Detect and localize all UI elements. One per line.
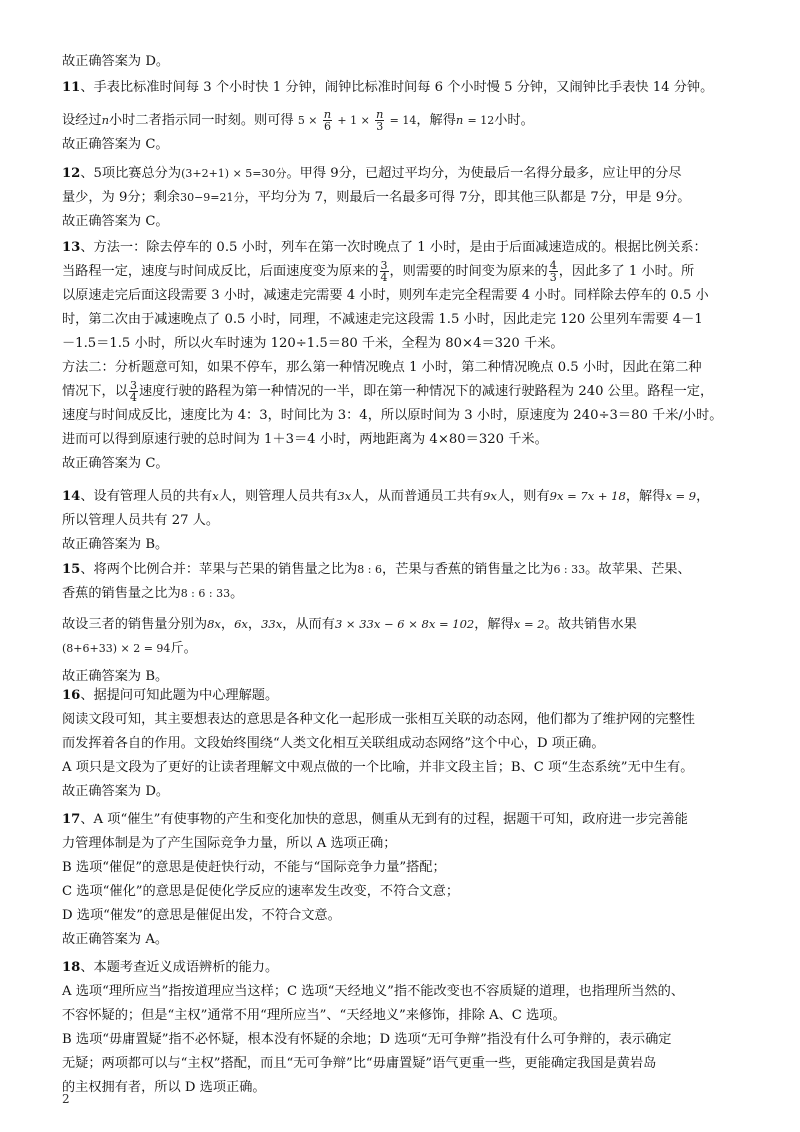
q14-text: 人，从而普通员工共有: [351, 489, 484, 504]
q13-text: ，则需要的时间变为原来的: [389, 264, 548, 279]
q15-block: [62, 558, 742, 689]
q15-math: (8+6+33) × 2 = 94: [62, 642, 171, 655]
q13-number: 13: [62, 240, 81, 255]
answer-line: 故正确答案为 D。: [62, 54, 170, 69]
q12-text: 量少，为 9分；剩余: [62, 190, 181, 205]
q14-math: 9x = 7x + 18: [549, 489, 626, 503]
q17-answer: 故正确答案为 A。: [62, 932, 169, 947]
q16-text: 据提问可知此题为中心理解题。: [93, 688, 279, 703]
q15-sep: 、: [80, 562, 94, 577]
q15-math: x = 2: [513, 617, 545, 631]
q18-text: 本题考查近义成语辨析的能力。: [93, 960, 279, 975]
q13-text: 当路程一定，速度与时间成反比，后面速度变为原来的: [62, 264, 379, 279]
q13-sep: 、: [80, 240, 94, 255]
q11-text: 小时。: [494, 113, 534, 128]
q12-sep: 、: [80, 166, 94, 181]
q17-line-4: C 选项“催化”的意思是促使化学反应的速率发生改变，不符合文意；: [62, 884, 460, 899]
q18-line-4: B 选项“毋庸置疑”指不必怀疑，根本没有怀疑的余地；D 选项“无可争辩”指没有什么可争辩的，表示确定: [62, 1032, 672, 1047]
q13-frac-num: 3: [380, 259, 388, 272]
q16-block: [62, 684, 742, 804]
q13-answer: 故正确答案为 C。: [62, 456, 169, 471]
q12-number: 12: [62, 166, 81, 181]
q15-math: 8 : 6: [357, 563, 382, 576]
q13-line-5: －1.5＝1.5 小时，所以火车时速为 120÷1.5＝80 千米，全程为 80×4＝320 千米。: [62, 336, 564, 351]
q15-text: 斤。: [170, 641, 197, 656]
q11-line-2: [62, 108, 742, 133]
q18-number: 18: [62, 960, 81, 975]
q16-line-3: 而发挥着各自的作用。文段始终围绕“人类文化相互关联组成动态网络”这个中心，D 项正确。: [62, 736, 605, 751]
q11-frac-num: n: [376, 107, 384, 121]
q13-block: [62, 236, 742, 476]
q18-sep: 、: [80, 960, 94, 975]
q18-block: [62, 956, 742, 1100]
q12-line-1: [62, 162, 742, 186]
q15-text: 香蕉的销售量之比为: [62, 586, 181, 601]
q15-line-3: [62, 612, 742, 637]
q14-line-2: 所以管理人员共有 27 人。: [62, 513, 220, 528]
q14-text: ，解得: [625, 489, 666, 504]
q15-math: 6 : 33: [553, 563, 586, 576]
q11-text: 手表比标准时间每 3 个小时快 1 分钟，闹钟比标准时间每 6 个小时慢 5 分钟，又闹钟比手表快 14 分钟。: [93, 80, 714, 95]
q15-text: ，: [220, 617, 235, 632]
q11-math: = 14: [389, 114, 417, 127]
q14-block: [62, 484, 742, 557]
q16-line-1: [62, 684, 742, 708]
q13-line-8: 速度与时间成反比，速度比为 4：3，时间比为 3：4，所以原时间为 3 小时，原速度为 240÷3＝80 千米/小时。: [62, 408, 723, 423]
q13-line-2: [62, 260, 742, 284]
q13-frac-den: 4: [129, 391, 137, 404]
q13-line-1: [62, 236, 742, 260]
answer-block-prev: [62, 50, 742, 74]
q13-line-3: 以原速走完后面这段需要 3 小时，减速走完需要 4 小时，则列车走完全程需要 4 小时。同样除去停车的 0.5 小: [62, 288, 709, 303]
q17-block: [62, 808, 742, 952]
q15-line-2: [62, 582, 742, 606]
q15-math: 3 × 33x − 6 × 8x = 102: [334, 617, 475, 631]
q11-math: n: [455, 113, 464, 127]
q11-text: ，解得: [416, 113, 456, 128]
q11-block: [62, 76, 742, 157]
q15-answer: 故正确答案为 B。: [62, 669, 169, 684]
q17-line-2: 力管理体制是为了产生国际竞争力量，所以 A 选项正确；: [62, 836, 397, 851]
q13-text: 速度行驶的路程为第一种情况的一半，即在第一种情况下的减速行驶路程为 240 公里。路程一定，: [138, 384, 714, 399]
q16-answer: 故正确答案为 D。: [62, 784, 170, 799]
q18-line-5: 无疑；两项都可以与“主权”搭配，而且“无可争辩”比“毋庸置疑”语气更重一些，更能确定我国是黄岩岛: [62, 1056, 657, 1071]
q15-text: 。: [230, 586, 244, 601]
q14-text: 人，则有: [496, 489, 550, 504]
q11-number: 11: [62, 80, 81, 95]
q13-line-6: 方法二：分析题意可知，如果不停车，那么第一种情况晚点 1 小时，第二种情况晚点 0.5 小时，因此在第二种: [62, 360, 702, 375]
q14-math: 3x: [337, 489, 352, 503]
q13-line-7: [62, 380, 742, 404]
q11-sep: 、: [80, 80, 94, 95]
q14-text: 人，则管理人员共有: [218, 489, 338, 504]
q17-number: 17: [62, 812, 81, 827]
q15-line-1: [62, 558, 742, 582]
q16-sep: 、: [80, 688, 94, 703]
q15-text: 将两个比例合并：苹果与芒果的销售量之比为: [93, 562, 358, 577]
q13-text: 方法一：除去停车的 0.5 小时，列车在第一次时晚点了 1 小时，是由于后面减速造成的。根据比例关系：: [93, 240, 707, 255]
q12-math: 30−9=21分: [180, 191, 245, 204]
q11-frac-den: 3: [376, 120, 384, 133]
q15-number: 15: [62, 562, 81, 577]
q13-frac-num: 4: [549, 259, 557, 272]
q11-line-1: [62, 76, 742, 100]
q13-line-4: 时，第二次由于减速晚点了 0.5 小时，同理，不减速走完这段需 1.5 小时，因此走完 120 公里列车需要 4－1: [62, 312, 703, 327]
q15-math: 8x: [207, 617, 221, 631]
q12-text: ，平均分为 7，则最后一名最多可得 7分，即其他三队都是 7分，甲是 9分。: [244, 190, 691, 205]
q12-math: (3+2+1) × 5=30分: [181, 167, 287, 180]
q15-math: 8 : 6 : 33: [180, 587, 231, 600]
q13-frac-2: [549, 260, 558, 283]
q14-answer: 故正确答案为 B。: [62, 537, 169, 552]
q17-line-5: D 选项“催发”的意思是催促出发，不符合文意。: [62, 908, 341, 923]
q18-line-3: 不容怀疑的；但是“主权”通常不用“理所应当”、“天经地义”来修饰，排除 A、C 选项。: [62, 1008, 566, 1023]
q17-line-1: [62, 808, 742, 832]
q15-text: ，解得: [474, 617, 514, 632]
q15-math: 6x: [234, 617, 248, 631]
q12-text: 。甲得 9分，已超过平均分，为使最后一名得分最多，应让甲的分尽: [286, 166, 682, 181]
q13-frac-3: [129, 380, 138, 403]
q15-text: ，: [247, 617, 262, 632]
q12-answer: 故正确答案为 C。: [62, 214, 169, 229]
q14-math: x = 9: [665, 489, 697, 503]
q12-text: 5项比赛总分为: [93, 166, 182, 181]
q11-math: + 1 ×: [337, 114, 370, 127]
q16-line-4: A 项只是文段为了更好的让读者理解文中观点做的一个比喻，并非文段主旨；B、C 项“生态系统”无中生有。: [62, 760, 694, 775]
q15-text: 。故共销售水果: [544, 617, 637, 632]
q15-text: ，芒果与香蕉的销售量之比为: [382, 562, 554, 577]
q11-frac-2: [375, 109, 384, 132]
q13-frac-num: 3: [129, 379, 137, 392]
q16-line-2: 阅读文段可知，其主要想表达的意思是各种文化一起形成一张相互关联的动态网，他们都为了维护网的完整性: [62, 712, 695, 727]
q18-line-2: A 选项“理所应当”指按道理应当这样；C 选项“天经地义”指不能改变也不容质疑的道理，也指理所当然的、: [62, 984, 685, 999]
q14-sep: 、: [80, 489, 94, 504]
q12-line-2: [62, 186, 742, 210]
q17-sep: 、: [80, 812, 94, 827]
q14-math: 9x: [483, 489, 497, 503]
q14-line-1: [62, 484, 742, 509]
q15-math: 33x: [261, 617, 283, 631]
q15-line-4: [62, 637, 742, 661]
q16-number: 16: [62, 688, 81, 703]
q13-text: ，因此多了 1 小时。所: [558, 264, 695, 279]
q14-text: 设有管理人员的共有: [93, 489, 213, 504]
q18-line-1: [62, 956, 742, 980]
q11-answer: 故正确答案为 C。: [62, 137, 169, 152]
q13-frac-1: [380, 260, 389, 283]
q17-line-3: B 选项“催促”的意思是使赶快行动，不能与“国际竞争力量”搭配；: [62, 860, 446, 875]
q14-math: x: [212, 489, 219, 503]
q12-block: [62, 162, 742, 234]
q11-text: 设经过: [62, 113, 102, 128]
q11-text: 小时二者指示同一时刻。则可得: [108, 113, 294, 128]
q15-text: 故设三者的销售量分别为: [62, 617, 208, 632]
q15-text: ，从而有: [282, 617, 335, 632]
q13-frac-den: 4: [380, 271, 388, 284]
q13-line-9: 进而可以得到原速行驶的总时间为 1＋3＝4 小时，两地距离为 4×80＝320 千米。: [62, 432, 548, 447]
q11-frac-den: 6: [323, 120, 331, 133]
q14-text: ，: [696, 489, 710, 504]
q15-text: 。故苹果、芒果、: [585, 562, 691, 577]
q11-math: n: [101, 113, 109, 127]
q18-line-6: 的主权拥有者，所以 D 选项正确。: [62, 1080, 266, 1095]
page-number: 2: [62, 1092, 70, 1106]
q11-math: 5 ×: [297, 114, 318, 127]
q13-frac-den: 3: [549, 271, 557, 284]
q11-math: = 12: [467, 114, 495, 127]
q13-text: 情况下，以: [62, 384, 128, 399]
q11-frac-1: [323, 109, 332, 132]
q17-text: A 项“催生”有使事物的产生和变化加快的意思，侧重从无到有的过程，据题干可知，政府进一步完善能: [93, 812, 688, 827]
q11-frac-num: n: [323, 107, 332, 121]
q14-number: 14: [62, 489, 81, 504]
